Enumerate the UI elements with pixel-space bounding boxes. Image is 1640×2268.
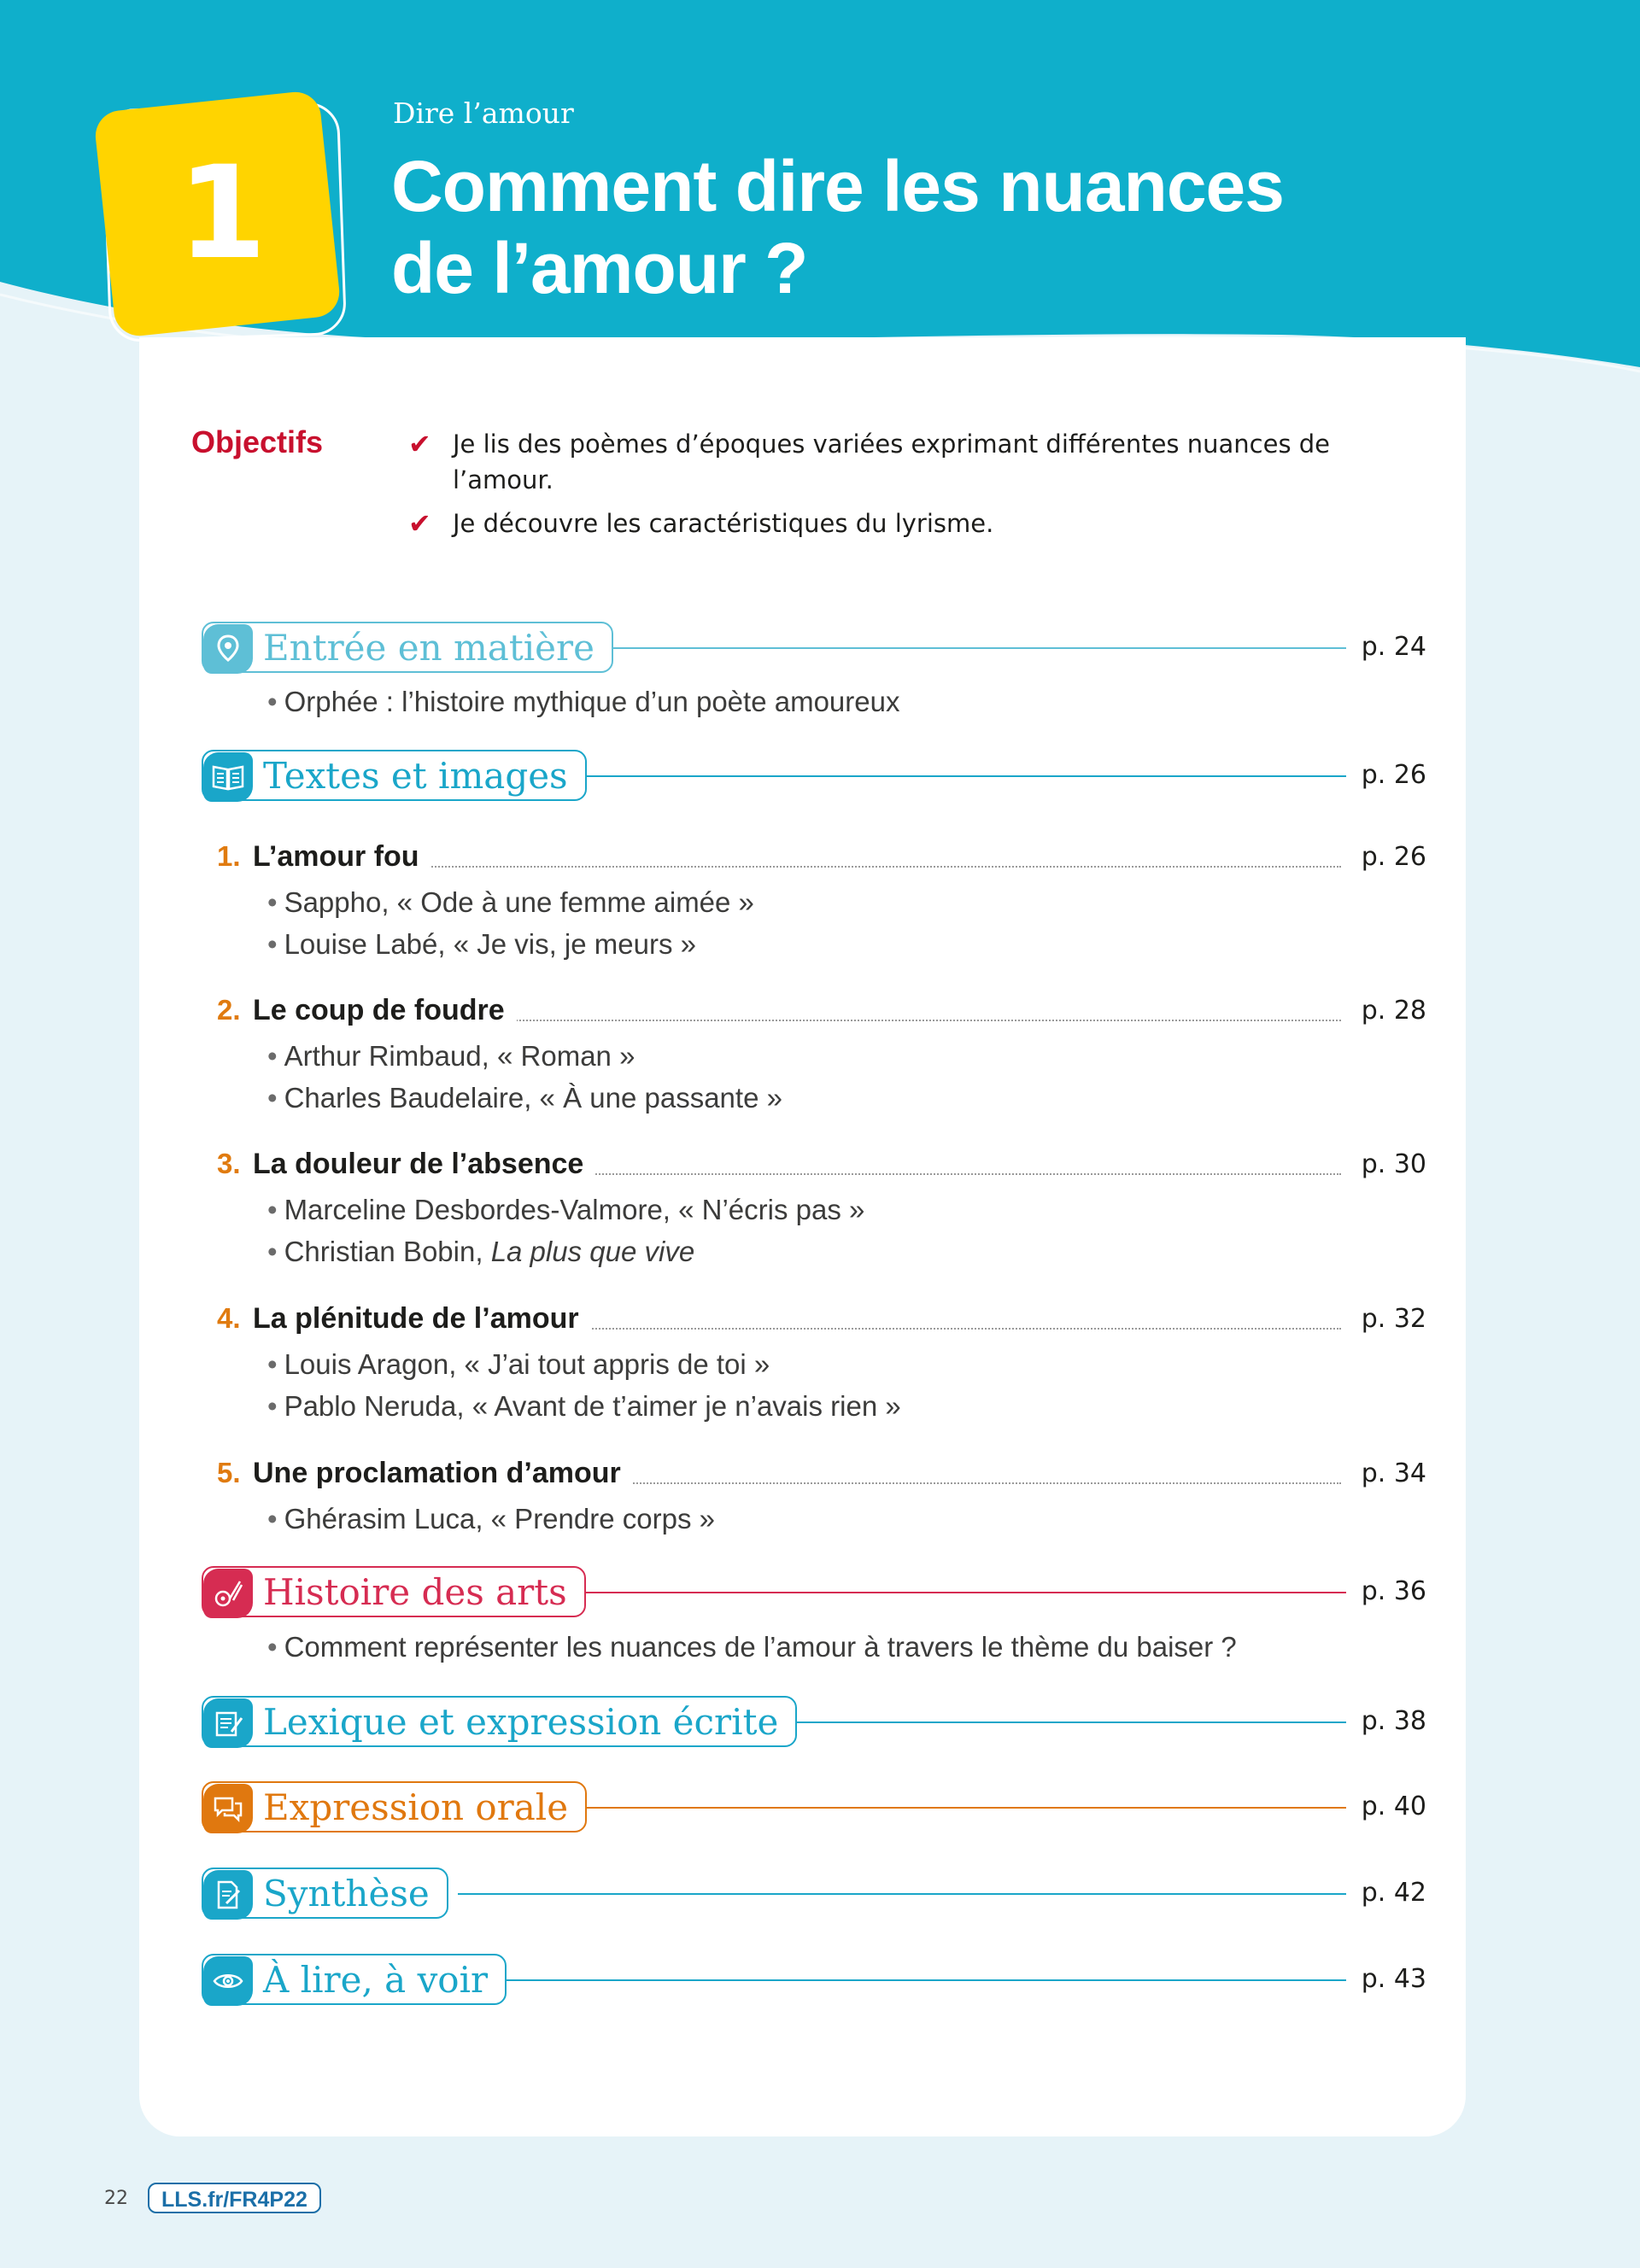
chapter-title: [391, 145, 1502, 309]
section-title: Expression orale: [202, 1781, 587, 1833]
lls-link[interactable]: LLS.fr/FR4P22: [148, 2183, 321, 2213]
entry-number: 3.: [217, 1148, 241, 1179]
section-title: Lexique et expression écrite: [202, 1696, 797, 1747]
section-rule: [774, 1721, 1346, 1723]
checkmark-icon: ✔: [408, 428, 431, 460]
entry-title: La plénitude de l’amour: [253, 1302, 591, 1336]
list-item: • Pablo Neruda, « Avant de t’aimer je n’avais rien »: [267, 1390, 901, 1422]
section-entree-en-matiere[interactable]: [202, 622, 1432, 676]
dotted-leader: [576, 1173, 1341, 1175]
list-item: • Sappho, « Ode à une femme aimée »: [267, 886, 754, 918]
page-reference: p. 28: [1361, 996, 1426, 1026]
objective-text: Je découvre les caractéristiques du lyrisme.: [453, 509, 994, 538]
document-pen-icon: [203, 1870, 253, 1920]
entry-title: La douleur de l’absence: [253, 1148, 595, 1181]
chapter-title-line2: de l’amour ?: [391, 228, 808, 308]
list-item: • Arthur Rimbaud, « Roman »: [267, 1040, 636, 1072]
section-rule: [569, 1592, 1346, 1593]
section-rule: [594, 647, 1346, 649]
list-item: • Charles Baudelaire, « À une passante »: [267, 1082, 782, 1114]
page-reference: p. 38: [1361, 1706, 1426, 1736]
entry-title: L’amour fou: [253, 840, 431, 874]
section-synthese[interactable]: [202, 1868, 1432, 1922]
section-lexique-expression-ecrite[interactable]: [202, 1696, 1432, 1751]
section-a-lire-a-voir[interactable]: [202, 1954, 1432, 2008]
dotted-leader: [422, 866, 1341, 868]
section-title: À lire, à voir: [202, 1954, 507, 2005]
open-book-icon: [203, 752, 253, 802]
writing-pad-icon: [203, 1698, 253, 1748]
list-item: • Comment représenter les nuances de l’amour à travers le thème du baiser ?: [267, 1631, 1237, 1663]
objective-item: [408, 506, 1365, 541]
page-reference: p. 36: [1361, 1576, 1426, 1606]
entry-title: Le coup de foudre: [253, 994, 517, 1027]
entry-number: 2.: [217, 994, 241, 1026]
list-item: • Orphée : l’histoire mythique d’un poète amoureux: [267, 686, 900, 717]
toc-entry[interactable]: [217, 1457, 1432, 1494]
speech-bubbles-icon: [203, 1784, 253, 1833]
page-reference: p. 26: [1361, 760, 1426, 790]
map-pin-icon: [203, 624, 253, 674]
section-title: Entrée en matière: [202, 622, 613, 673]
section-title: Histoire des arts: [202, 1566, 586, 1617]
list-item: • Christian Bobin, La plus que vive: [267, 1236, 695, 1267]
page-reference: p. 42: [1361, 1878, 1426, 1908]
entry-number: 4.: [217, 1302, 241, 1334]
work-title: La plus que vive: [490, 1236, 695, 1267]
objective-text: Je lis des poèmes d’époques variées exprimant différentes nuances de l’amour.: [453, 430, 1331, 494]
dotted-leader: [499, 1020, 1341, 1021]
eye-icon: [203, 1956, 253, 2006]
chapter-number: 1: [177, 139, 267, 288]
page-reference: p. 34: [1361, 1458, 1426, 1488]
checkmark-icon: ✔: [408, 507, 431, 540]
toc-entry[interactable]: [217, 994, 1432, 1032]
objectives-label: Objectifs: [191, 424, 324, 459]
dotted-leader: [576, 1328, 1341, 1330]
objective-item: [408, 426, 1365, 498]
section-textes-et-images[interactable]: [202, 750, 1432, 804]
section-title: Textes et images: [202, 750, 587, 801]
page-reference: p. 30: [1361, 1149, 1426, 1179]
list-item: • Marceline Desbordes-Valmore, « N’écris pas »: [267, 1194, 865, 1225]
list-item: • Ghérasim Luca, « Prendre corps »: [267, 1503, 715, 1534]
section-rule: [458, 1893, 1346, 1895]
chapter-title-line1: Comment dire les nuances: [391, 146, 1284, 226]
entry-number: 1.: [217, 840, 241, 872]
section-rule: [492, 1979, 1346, 1981]
entry-title: Une proclamation d’amour: [253, 1457, 633, 1490]
page-reference: p. 32: [1361, 1304, 1426, 1334]
page-reference: p. 43: [1361, 1964, 1426, 1994]
dotted-leader: [627, 1482, 1341, 1484]
entry-number: 5.: [217, 1457, 241, 1488]
section-rule: [569, 1807, 1346, 1809]
section-title: Synthèse: [202, 1868, 448, 1919]
list-item: • Louise Labé, « Je vis, je meurs »: [267, 928, 696, 960]
section-rule: [577, 775, 1346, 777]
art-palette-icon: [203, 1569, 253, 1618]
toc-entry[interactable]: [217, 840, 1432, 878]
section-expression-orale[interactable]: [202, 1781, 1432, 1836]
toc-entry[interactable]: [217, 1302, 1432, 1340]
list-item: • Louis Aragon, « J’ai tout appris de toi »: [267, 1348, 770, 1380]
page-reference: p. 40: [1361, 1792, 1426, 1821]
section-histoire-des-arts[interactable]: [202, 1566, 1432, 1621]
page-number: 22: [104, 2188, 128, 2209]
page-reference: p. 24: [1361, 632, 1426, 662]
chapter-kicker: Dire l’amour: [393, 96, 574, 130]
toc-entry[interactable]: [217, 1148, 1432, 1185]
page-reference: p. 26: [1361, 842, 1426, 872]
